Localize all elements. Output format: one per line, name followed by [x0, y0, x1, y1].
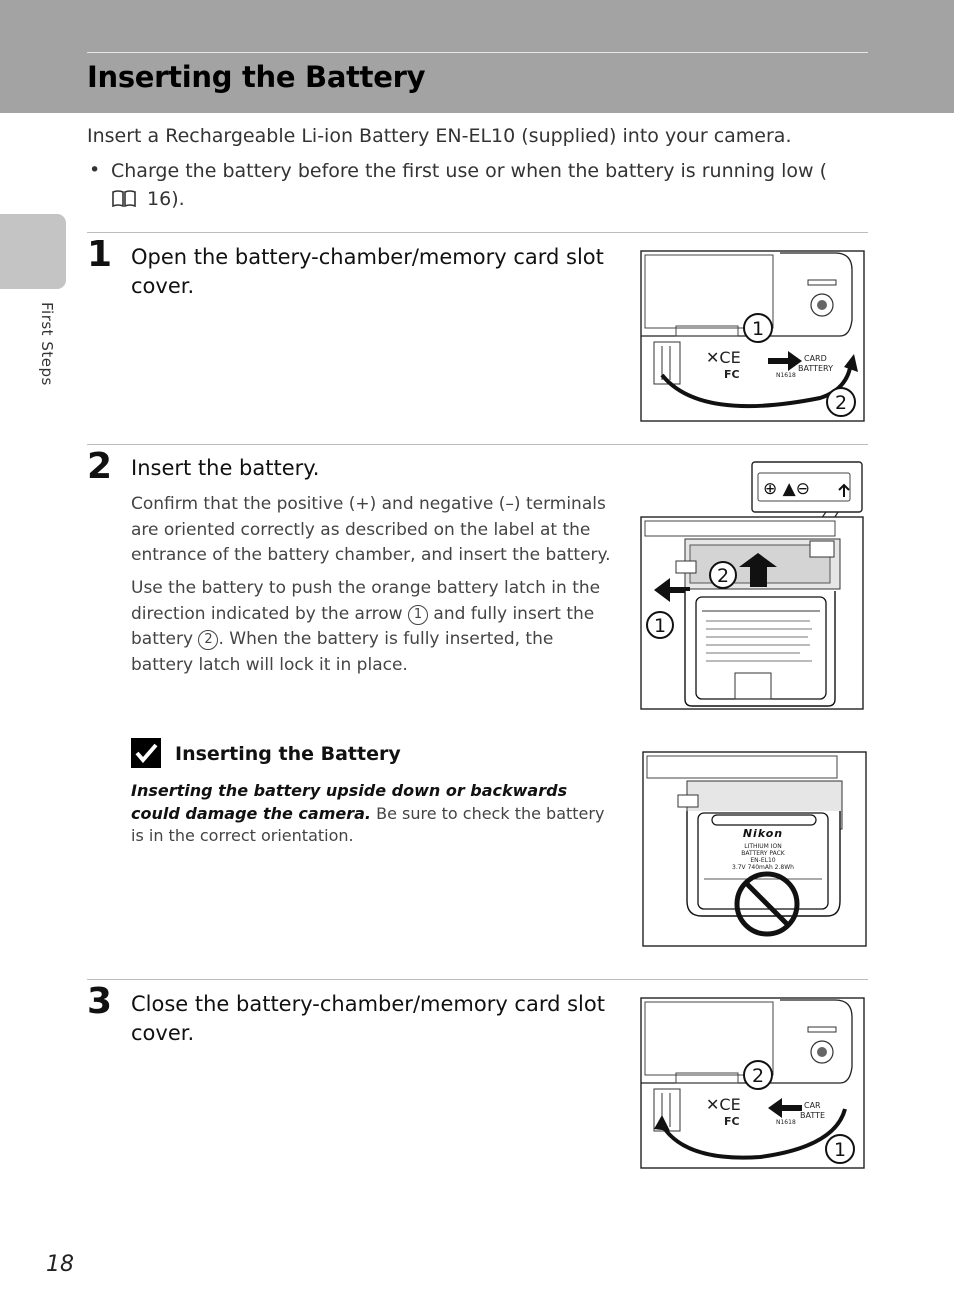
- callout-2-ref: 2: [198, 630, 218, 650]
- wrong-orientation-illustration: [642, 751, 867, 947]
- close-cover-illustration: [640, 997, 865, 1169]
- battery-brand: Nikon: [742, 827, 784, 840]
- svg-text:✕CE: ✕CE: [706, 1095, 741, 1114]
- callout-1-ref: 1: [408, 605, 428, 625]
- callout-2: 2: [751, 1065, 765, 1087]
- step-2-paragraph-1: Confirm that the positive (+) and negative (–) terminals are oriented correctly as described on the label at the entrance of the battery chamber, and insert the battery.: [131, 494, 611, 565]
- note-text: Inserting the battery upside down or backwards could damage the camera. Be sure to check the battery is in the correct orientation.: [131, 781, 605, 845]
- note-title: Inserting the Battery: [175, 743, 401, 765]
- battery-line-1: LITHIUM ION: [744, 843, 782, 850]
- section-tab: [0, 214, 66, 289]
- battery-line-4: 3.7V 740mAh 2.8Wh: [732, 864, 794, 871]
- callout-1: 1: [751, 318, 765, 340]
- step-3-number: 3: [87, 981, 113, 1022]
- page-title: Inserting the Battery: [87, 60, 426, 94]
- header-rule: [87, 52, 868, 53]
- divider: [87, 444, 868, 445]
- battery-line-2: BATTERY PACK: [741, 850, 785, 857]
- card-label: CAR: [804, 1101, 821, 1110]
- svg-text:⊕ ▲⊖: ⊕ ▲⊖: [763, 479, 810, 499]
- divider: [87, 979, 868, 980]
- open-cover-illustration: [640, 250, 865, 422]
- section-label: First Steps: [38, 302, 56, 386]
- svg-text:FC: FC: [724, 368, 740, 381]
- step-2-paragraph-2: Use the battery to push the orange battery latch in the direction indicated by the arrow 1 and fully insert the battery 2 . When the battery is fully inserted, the battery latch will lock it in place.: [131, 578, 601, 675]
- book-reference-icon: [111, 189, 137, 208]
- bullet-icon: •: [89, 159, 101, 181]
- battery-line-3: EN-EL10: [750, 857, 776, 864]
- model-code: N1618: [776, 372, 796, 379]
- card-label: CARD: [804, 354, 827, 363]
- insert-battery-illustration: [640, 461, 865, 711]
- callout-2: 2: [716, 565, 730, 587]
- step-1-title: Open the battery-chamber/memory card slot cover.: [131, 245, 604, 298]
- step-3-title: Close the battery-chamber/memory card slot cover.: [131, 992, 605, 1045]
- model-code: N1618: [776, 1119, 796, 1126]
- battery-label: BATTE: [800, 1111, 826, 1120]
- page-number: 18: [46, 1252, 74, 1277]
- callout-1: 1: [653, 615, 667, 637]
- intro-text: Insert a Rechargeable Li-ion Battery EN-EL10 (supplied) into your camera.: [87, 125, 792, 147]
- callout-1: 1: [833, 1139, 847, 1161]
- svg-text:✕CE: ✕CE: [706, 348, 741, 367]
- check-icon: [131, 738, 161, 768]
- step-1-number: 1: [87, 234, 113, 275]
- divider: [87, 232, 868, 233]
- step-2-title: Insert the battery.: [131, 456, 320, 480]
- callout-2: 2: [834, 392, 848, 414]
- svg-text:FC: FC: [724, 1115, 740, 1128]
- bullet-text: Charge the battery before the first use or when the battery is running low ( 16).: [111, 160, 827, 210]
- page-header: [0, 0, 954, 113]
- battery-label: BATTERY: [798, 364, 833, 373]
- step-2-number: 2: [87, 446, 113, 487]
